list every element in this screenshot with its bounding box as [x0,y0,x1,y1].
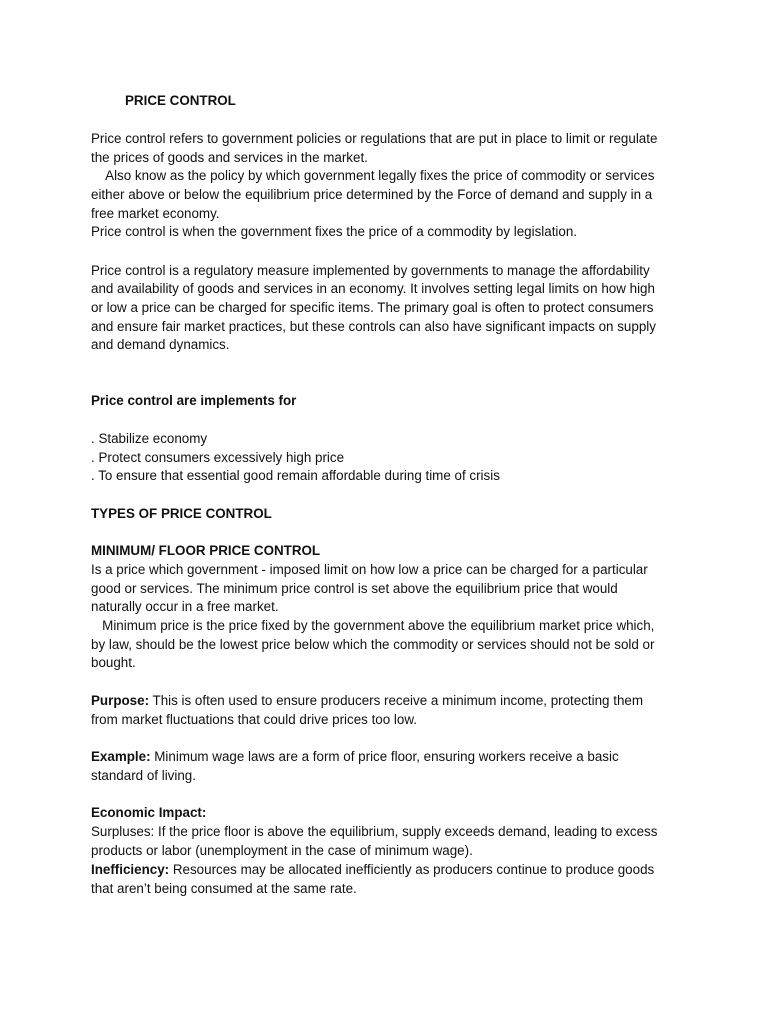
implements-heading: Price control are implements for [91,393,297,408]
minimum-line: good or services. The minimum price control is set above the equilibrium price that would [91,581,618,596]
intro-line: Price control refers to government policies or regulations that are put in place to limit or regulate [91,131,658,146]
purpose-label: Purpose: [91,693,150,708]
surplus-line: products or labor (unemployment in the case of minimum wage). [91,843,473,858]
impact-heading: Economic Impact: [91,805,207,820]
regulatory-line: Price control is a regulatory measure implemented by governments to manage the affordability [91,263,650,278]
list-item: . Stabilize economy [91,431,208,446]
inefficiency-line [91,861,654,879]
inefficiency-line: that aren’t being consumed at the same rate. [91,881,357,896]
page-title: PRICE CONTROL [125,93,236,108]
regulatory-line: or low a price can be charged for specific items. The primary goal is often to protect consumers [91,300,654,315]
surplus-line: Surpluses: If the price floor is above the equilibrium, supply exceeds demand, leading to excess [91,824,658,839]
list-item: . To ensure that essential good remain affordable during time of crisis [91,468,500,483]
intro-line: Price control is when the government fixes the price of a commodity by legislation. [91,224,578,239]
intro-line: the prices of goods and services in the market. [91,150,368,165]
regulatory-line: and ensure fair market practices, but these controls can also have significant impacts on supply [91,319,656,334]
purpose-line [91,692,643,710]
regulatory-line: and availability of goods and services in an economy. It involves setting legal limits on how high [91,281,655,296]
inefficiency-label: Inefficiency: [91,862,170,877]
minimum-heading: MINIMUM/ FLOOR PRICE CONTROL [91,543,321,558]
minimum-line: naturally occur in a free market. [91,599,279,614]
intro-line: free market economy. [91,206,220,221]
example-text: Minimum wage laws are a form of price floor, ensuring workers receive a basic [150,749,619,764]
intro-line: either above or below the equilibrium price determined by the Force of demand and supply in a [91,187,653,202]
minimum-line: Minimum price is the price fixed by the government above the equilibrium market price which, [91,618,655,633]
list-item: . Protect consumers excessively high price [91,450,345,465]
types-heading: TYPES OF PRICE CONTROL [91,506,272,521]
purpose-line: from market fluctuations that could drive prices too low. [91,712,417,727]
regulatory-line: and demand dynamics. [91,337,230,352]
intro-line: Also know as the policy by which government legally fixes the price of commodity or services [91,168,655,183]
example-label: Example: [91,749,151,764]
minimum-line: Is a price which government - imposed limit on how low a price can be charged for a particular [91,562,648,577]
example-line: standard of living. [91,768,196,783]
example-line [91,748,619,766]
inefficiency-text: Resources may be allocated inefficiently as producers continue to produce goods [169,862,655,877]
purpose-text: This is often used to ensure producers receive a minimum income, protecting them [149,693,643,708]
minimum-line: by law, should be the lowest price below which the commodity or services should not be sold or [91,637,655,652]
minimum-line: bought. [91,655,136,670]
